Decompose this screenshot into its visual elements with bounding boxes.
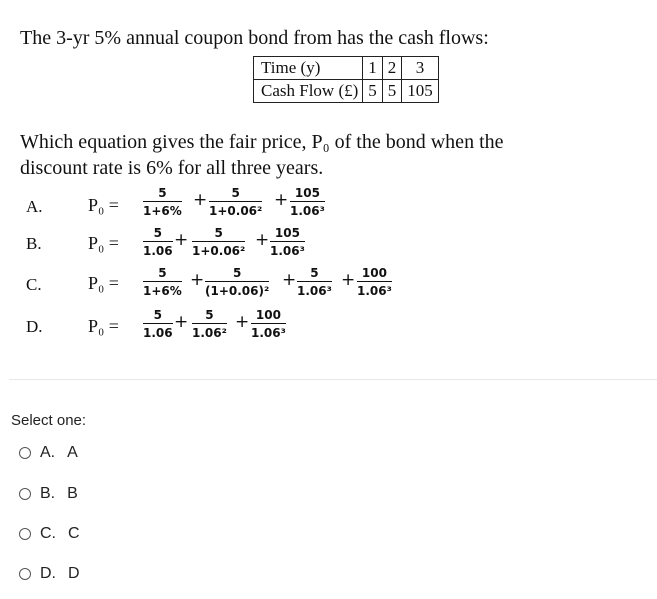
- option-lhs-b: P₀ =: [88, 233, 119, 253]
- radio-button-d[interactable]: [19, 568, 31, 580]
- option-letter-b: B.: [26, 234, 42, 253]
- fraction-b-3: [270, 226, 305, 258]
- fraction-bar: [143, 201, 182, 202]
- denominator: 1.06³: [357, 284, 392, 298]
- denominator: (1+0.06)²: [205, 284, 270, 298]
- fraction-bar: [143, 281, 182, 282]
- table-cell: 105: [402, 80, 439, 103]
- plus-sign: +: [274, 190, 289, 210]
- choice-text: B: [67, 485, 78, 502]
- numerator: 5: [232, 266, 242, 280]
- fraction-d-3: [251, 308, 286, 340]
- choice-letter: B.: [40, 485, 56, 502]
- plus-sign: +: [282, 270, 297, 290]
- answer-choice-d[interactable]: [19, 565, 80, 583]
- fraction-bar: [192, 241, 245, 242]
- plus-sign: +: [235, 312, 250, 332]
- numerator: 5: [214, 226, 223, 240]
- question-prompt-line-2: discount rate is 6% for all three years.: [20, 157, 324, 179]
- denominator: 1.06: [143, 326, 173, 340]
- choice-text: A: [67, 444, 78, 461]
- table-row-time: [254, 57, 439, 80]
- option-letter-c: C.: [26, 275, 42, 294]
- numerator: 5: [231, 186, 240, 200]
- fraction-bar: [205, 281, 269, 282]
- denominator: 1.06³: [251, 326, 286, 340]
- plus-sign: +: [255, 230, 270, 250]
- numerator: 5: [153, 308, 162, 322]
- denominator: 1.06³: [297, 284, 332, 298]
- denominator: 1.06: [143, 244, 173, 258]
- table-row-label: Time (y): [254, 57, 363, 80]
- fraction-d-2: [192, 308, 227, 340]
- question-intro: The 3-yr 5% annual coupon bond from has the cash flows:: [20, 27, 489, 49]
- fraction-a-1: [143, 186, 182, 218]
- question-prompt-line-1: Which equation gives the fair price, P₀ of the bond when the: [20, 131, 504, 153]
- option-lhs-c: P₀ =: [88, 273, 119, 293]
- plus-sign: +: [174, 312, 189, 332]
- answer-choice-b[interactable]: [19, 485, 78, 503]
- choice-letter: A.: [40, 444, 56, 461]
- option-lhs-d: P₀ =: [88, 316, 119, 336]
- numerator: 5: [158, 186, 167, 200]
- option-letter-a: A.: [26, 197, 43, 216]
- fraction-d-1: [143, 308, 173, 340]
- fraction-bar: [143, 241, 173, 242]
- fraction-a-2: [209, 186, 262, 218]
- answer-choice-a[interactable]: [19, 444, 78, 462]
- separator-line: [9, 379, 657, 380]
- plus-sign: +: [174, 230, 189, 250]
- choice-text: C: [68, 525, 80, 542]
- choice-letter: C.: [40, 525, 56, 542]
- table-row-cash-flow: [254, 80, 439, 103]
- fraction-c-4: [357, 266, 392, 298]
- fraction-a-3: [290, 186, 325, 218]
- fraction-b-2: [192, 226, 245, 258]
- cash-flow-table: [253, 56, 439, 103]
- numerator: 100: [255, 308, 281, 322]
- numerator: 5: [153, 226, 162, 240]
- numerator: 5: [310, 266, 319, 280]
- radio-button-a[interactable]: [19, 447, 31, 459]
- denominator: 1+0.06²: [192, 244, 246, 258]
- numerator: 105: [294, 186, 320, 200]
- choice-text: D: [68, 565, 80, 582]
- fraction-bar: [297, 281, 332, 282]
- plus-sign: +: [193, 190, 208, 210]
- table-cell: 3: [402, 57, 439, 80]
- table-row-label: Cash Flow (£): [254, 80, 363, 103]
- table-cell: 5: [363, 80, 383, 103]
- option-lhs-a: P₀ =: [88, 195, 119, 215]
- plus-sign: +: [190, 270, 205, 290]
- numerator: 100: [361, 266, 387, 280]
- denominator: 1+6%: [143, 204, 182, 218]
- choice-letter: D.: [40, 565, 56, 582]
- plus-sign: +: [341, 270, 356, 290]
- denominator: 1.06³: [290, 204, 325, 218]
- denominator: 1+0.06²: [209, 204, 263, 218]
- answer-choice-c[interactable]: [19, 525, 80, 543]
- option-letter-d: D.: [26, 317, 43, 336]
- table-cell: 5: [382, 80, 402, 103]
- fraction-bar: [357, 281, 392, 282]
- numerator: 105: [274, 226, 300, 240]
- numerator: 5: [158, 266, 167, 280]
- fraction-bar: [143, 323, 173, 324]
- table-cell: 2: [382, 57, 402, 80]
- fraction-bar: [209, 201, 262, 202]
- denominator: 1.06³: [270, 244, 305, 258]
- denominator: 1+6%: [143, 284, 182, 298]
- numerator: 5: [205, 308, 214, 322]
- fraction-bar: [192, 323, 227, 324]
- fraction-c-2: [205, 266, 269, 298]
- table-cell: 1: [363, 57, 383, 80]
- denominator: 1.06²: [192, 326, 227, 340]
- fraction-bar: [270, 241, 305, 242]
- select-one-label: Select one:: [11, 412, 87, 429]
- fraction-c-1: [143, 266, 182, 298]
- fraction-bar: [251, 323, 286, 324]
- fraction-c-3: [297, 266, 332, 298]
- fraction-b-1: [143, 226, 173, 258]
- fraction-bar: [290, 201, 325, 202]
- radio-button-b[interactable]: [19, 488, 31, 500]
- radio-button-c[interactable]: [19, 528, 31, 540]
